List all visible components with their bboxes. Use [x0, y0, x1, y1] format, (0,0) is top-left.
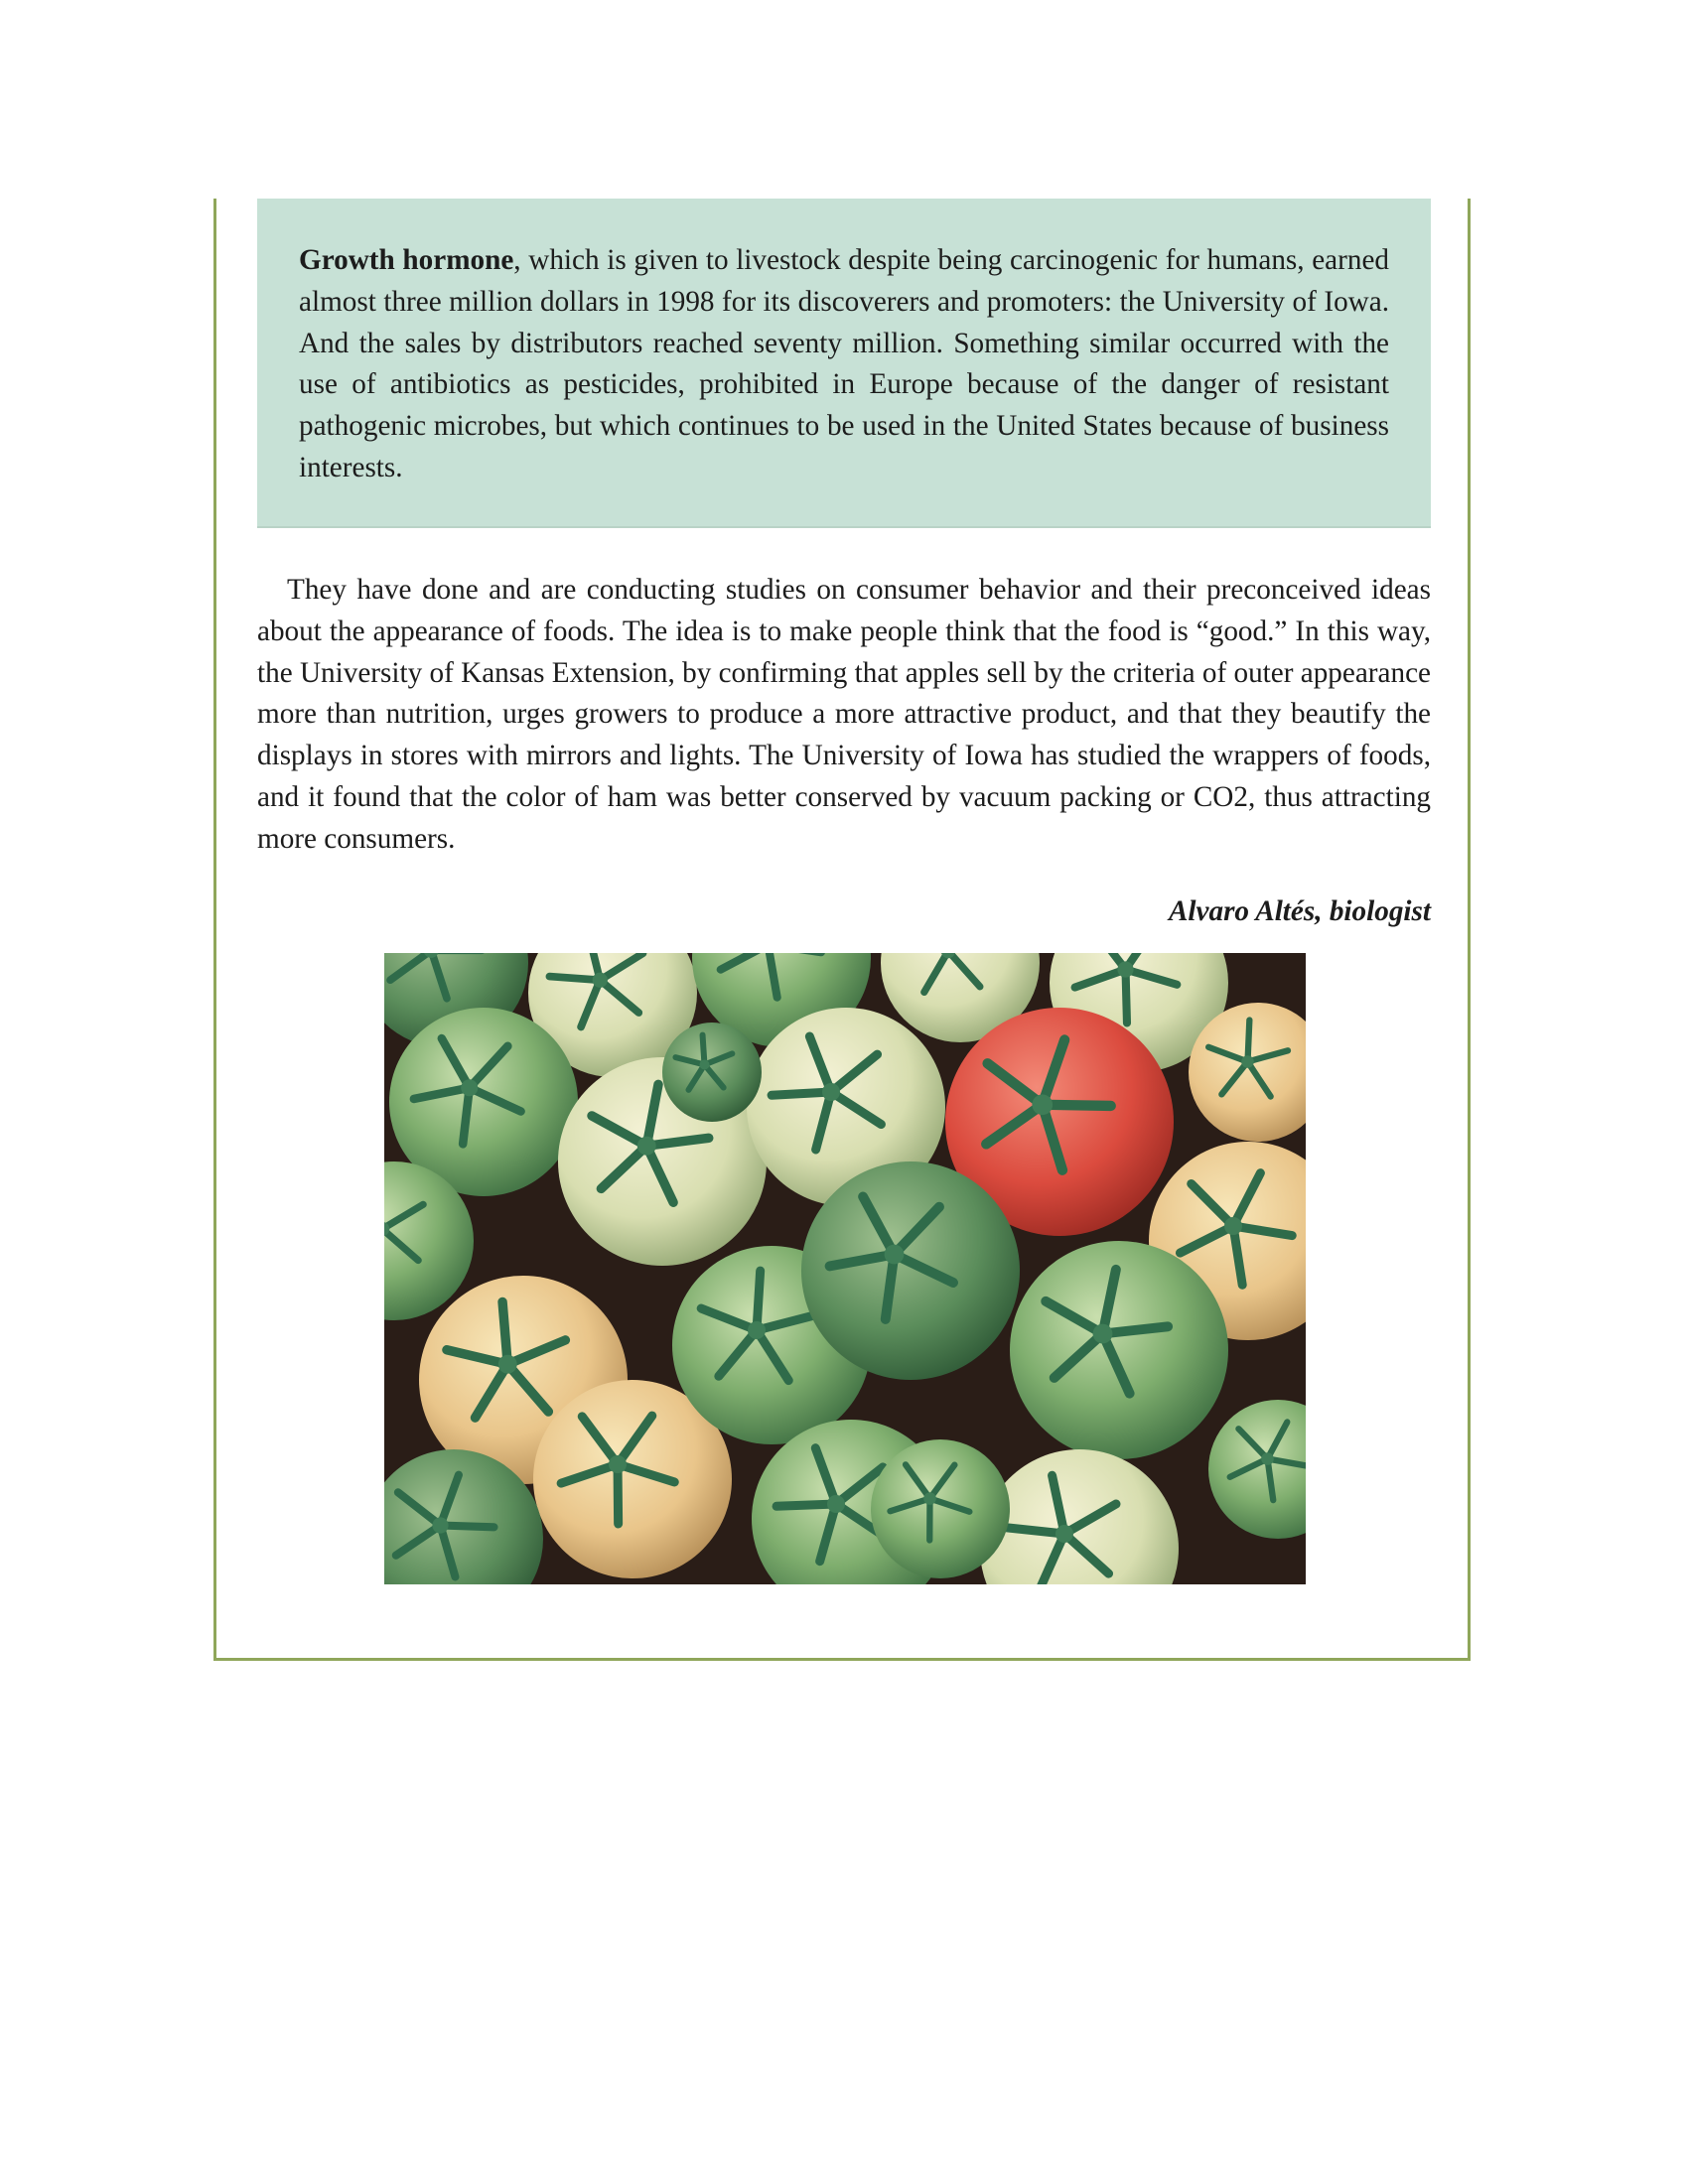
- tomato: [871, 1439, 1010, 1578]
- tomatoes-photo: [384, 953, 1306, 1584]
- tomatoes-illustration: [384, 953, 1306, 1584]
- tomato: [1010, 1241, 1228, 1459]
- callout-text: [299, 240, 1389, 489]
- tomato: [662, 1023, 762, 1122]
- callout-lead: Growth hormone: [299, 244, 514, 276]
- callout-body: , which is given to livestock despite being carcinogenic for humans, earned almost three million dollars in 1998 for its discoverers and promoters: the University of Iowa. And the sales by distributors reached seventy million. Something similar occurred with the use of antibiotics as pesticides, prohibited in Europe because of the danger of resistant pathogenic microbes, but which continues to be used in the United States because of business interests.: [299, 244, 1389, 483]
- callout-box: [257, 199, 1431, 528]
- tomato: [801, 1161, 1020, 1380]
- attribution: Alvaro Altés, biologist: [1168, 895, 1431, 927]
- body-paragraph: They have done and are conducting studies on consumer behavior and their preconceived ideas about the appearance of foods. The idea is to make people think that the food is “good.” In this way, the University of Kansas Extension, by confirming that apples sell by the criteria of outer appearance more than nutrition, urges growers to produce a more attractive product, and that they beautify the displays in stores with mirrors and lights. The University of Iowa has studied the wrappers of foods, and it found that the color of ham was better conserved by vacuum packing or CO2, thus attracting more consumers.: [257, 574, 1431, 855]
